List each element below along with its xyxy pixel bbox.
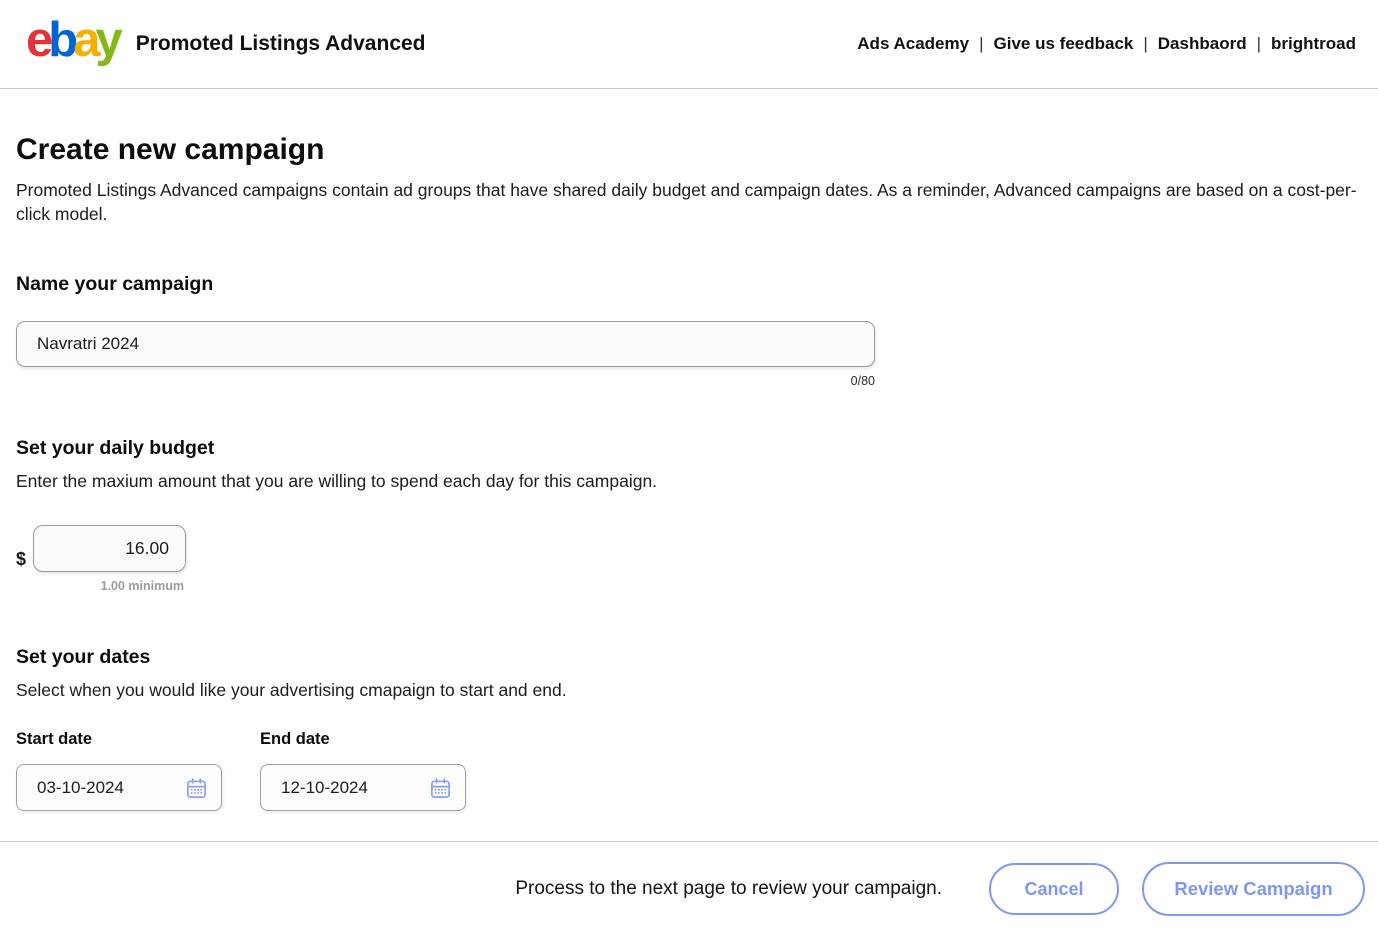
nav-separator: |	[1143, 34, 1148, 53]
calendar-icon[interactable]	[185, 777, 208, 800]
campaign-name-input[interactable]	[16, 321, 875, 367]
daily-budget-section	[16, 437, 1362, 593]
header	[0, 0, 1378, 89]
end-date-input[interactable]	[261, 765, 421, 810]
end-date-label: End date	[260, 730, 330, 749]
nav-separator: |	[979, 34, 984, 53]
nav-link-username[interactable]: brightroad	[1271, 34, 1356, 53]
end-date-input-wrap	[260, 764, 466, 811]
header-nav	[857, 34, 1356, 54]
budget-section-heading: Set your daily budget	[16, 437, 215, 460]
dates-section	[16, 646, 1362, 811]
main-content	[0, 133, 1378, 811]
currency-symbol: $	[16, 548, 27, 569]
name-section-heading: Name your campaign	[16, 273, 214, 296]
start-date-input-wrap	[16, 764, 222, 811]
budget-minimum-hint: 1.00 minimum	[100, 579, 184, 594]
start-date-input[interactable]	[17, 765, 177, 810]
nav-link-dashboard[interactable]: Dashbaord	[1157, 34, 1247, 53]
cancel-button[interactable]: Cancel	[989, 863, 1119, 915]
nav-link-give-us-feedback[interactable]: Give us feedback	[993, 34, 1134, 53]
footer-message: Process to the next page to review your campaign.	[515, 878, 942, 899]
logo-letter-y: y	[95, 12, 118, 67]
dates-input-row	[16, 730, 1362, 811]
logo-letter-a: a	[73, 12, 96, 67]
start-date-field	[16, 730, 222, 811]
start-date-label: Start date	[16, 730, 93, 749]
app-title: Promoted Listings Advanced	[135, 32, 426, 55]
daily-budget-input[interactable]	[33, 525, 186, 572]
review-campaign-button[interactable]: Review Campaign	[1142, 862, 1365, 916]
char-counter: 0/80	[850, 374, 875, 389]
logo-letter-e: e	[26, 12, 49, 67]
calendar-icon[interactable]	[429, 777, 452, 800]
dates-section-description: Select when you would like your advertising cmapaign to start and end.	[16, 680, 567, 701]
dates-section-heading: Set your dates	[16, 646, 151, 669]
logo-letter-b: b	[48, 12, 74, 67]
budget-section-description: Enter the maxium amount that you are willing to spend each day for this campaign.	[16, 471, 658, 492]
nav-separator: |	[1256, 34, 1261, 53]
footer-action-bar	[0, 841, 1378, 936]
name-campaign-section	[16, 273, 1362, 388]
budget-input-row	[16, 525, 1362, 593]
page-description: Promoted Listings Advanced campaigns contain ad groups that have shared daily budget and campaign dates. As a reminder, Advanced campaigns are based on a cost-per-click model.	[16, 180, 1357, 224]
ebay-logo[interactable]	[26, 12, 118, 73]
nav-link-ads-academy[interactable]: Ads Academy	[857, 34, 970, 53]
end-date-field	[260, 730, 466, 811]
page-title: Create new campaign	[16, 133, 325, 166]
